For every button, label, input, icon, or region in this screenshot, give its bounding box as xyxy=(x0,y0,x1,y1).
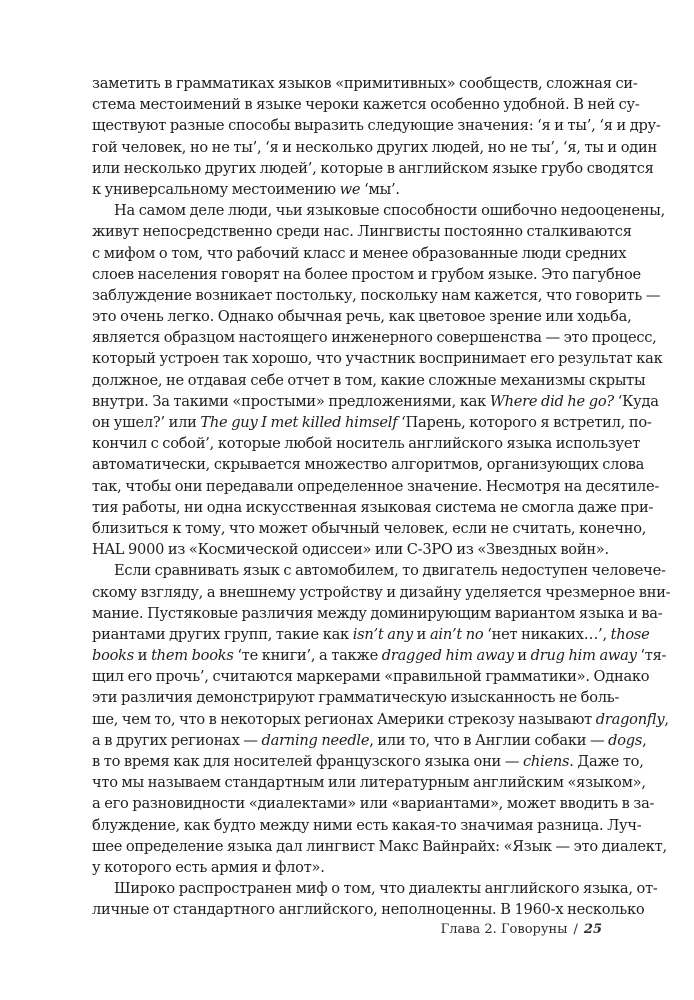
text-line: к универсальному местоимению we ‘мы’. xyxy=(92,180,400,198)
text-line: эти различия демонстрируют грамматическую изысканность не боль- xyxy=(92,689,620,707)
text-line: живут непосредственно среди нас. Лингвисты постоянно сталкиваются xyxy=(92,223,632,241)
text-line: в то время как для носителей французского языка они — chiens. Даже то, xyxy=(92,753,644,770)
text-line: должное, не отдавая себе отчет в том, какие сложные механизмы скрыты xyxy=(92,371,646,389)
text-line: личные от стандартного английского, неполноценны. В 1960-х несколько xyxy=(92,901,645,919)
text-line: шее определение языка дал лингвист Макс Вайнрайх: «Язык — это диалект, xyxy=(92,837,667,855)
chapter-title: Глава 2. Говоруны xyxy=(440,922,568,937)
text-line: это очень легко. Однако обычная речь, как цветовое зрение или ходьба, xyxy=(92,308,632,326)
paragraph xyxy=(92,200,665,560)
text-line: у которого есть армия и флот». xyxy=(92,858,325,876)
text-line: Широко распространен миф о том, что диалекты английского языка, от- xyxy=(114,880,658,898)
text-line: Если сравнивать язык с автомобилем, то двигатель недоступен человече- xyxy=(114,562,666,580)
paragraph xyxy=(92,878,658,920)
page-number: 25 xyxy=(583,922,602,937)
text-line: слоев населения говорят на более простом и грубом языке. Это пагубное xyxy=(92,265,641,283)
text-line: а его разновидности «диалектами» или «вариантами», может вводить в за- xyxy=(92,795,655,813)
footer-separator: / xyxy=(573,922,578,937)
text-line: скому взгляду, а внешнему устройству и дизайну уделяется чрезмерное вни- xyxy=(92,583,671,601)
text-line: близиться к тому, что может обычный человек, если не считать, конечно, xyxy=(92,519,647,537)
text-line: который устроен так хорошо, что участник воспринимает его результат как xyxy=(92,350,663,368)
text-line: что мы называем стандартным или литературным английским «языком», xyxy=(92,774,646,792)
text-line: внутри. За такими «простыми» предложениями, как Where did he go? ‘Куда xyxy=(92,392,659,410)
text-line: заблуждение возникает постольку, поскольку нам кажется, что говорить — xyxy=(92,286,661,304)
text-line: с мифом о том, что рабочий класс и менее образованные люди средних xyxy=(92,244,627,262)
paragraph xyxy=(92,560,671,878)
text-line: мание. Пустяковые различия между доминирующим вариантом языка и ва- xyxy=(92,604,663,622)
text-line: ществуют разные способы выразить следующие значения: ‘я и ты’, ‘я и дру- xyxy=(92,117,661,135)
text-line: он ушел?’ или The guy I met killed himself ‘Парень, которого я встретил, по- xyxy=(92,414,652,431)
running-footer xyxy=(441,922,602,937)
text-line: так, чтобы они передавали определенное значение. Несмотря на десятиле- xyxy=(92,477,660,495)
text-line: кончил с собой’, которые любой носитель английского языка использует xyxy=(92,435,641,453)
body-text xyxy=(92,73,671,921)
text-line: тия работы, ни одна искусственная языковая система не смогла даже при- xyxy=(92,498,654,516)
text-line: риантами других групп, такие как isn’t any и ain’t no ‘нет никаких…’, those xyxy=(92,625,650,643)
text-line: books и them books ‘те книги’, а также dragged him away и drug him away ‘тя- xyxy=(92,647,667,665)
text-line: а в других регионах — darning needle, или то, что в Англии собаки — dogs, xyxy=(92,731,647,749)
text-line: стема местоимений в языке чероки кажется особенно удобной. В ней су- xyxy=(92,96,640,114)
text-line: гой человек, но не ты’, ‘я и несколько других людей, но не ты’, ‘я, ты и один xyxy=(92,138,657,156)
paragraph xyxy=(92,73,661,200)
text-line: заметить в грамматиках языков «примитивных» сообществ, сложная си- xyxy=(92,75,638,92)
text-line: блуждение, как будто между ними есть какая-то значимая разница. Луч- xyxy=(92,816,642,834)
text-line: является образцом настоящего инженерного совершенства — это процесс, xyxy=(92,329,657,347)
text-line: автоматически, скрывается множество алгоритмов, организующих слова xyxy=(92,456,645,474)
text-line: или несколько других людей’, которые в английском языке грубо сводятся xyxy=(92,159,654,177)
text-line: щил его прочь’, считаются маркерами «правильной грамматики». Однако xyxy=(92,668,650,686)
text-line: HAL 9000 из «Космической одиссеи» или C-3PO из «Звездных войн». xyxy=(92,541,609,559)
text-line: ше, чем то, что в некоторых регионах Америки стрекозу называют dragonfly, xyxy=(92,710,669,728)
text-line: На самом деле люди, чьи языковые способности ошибочно недооценены, xyxy=(114,202,665,220)
